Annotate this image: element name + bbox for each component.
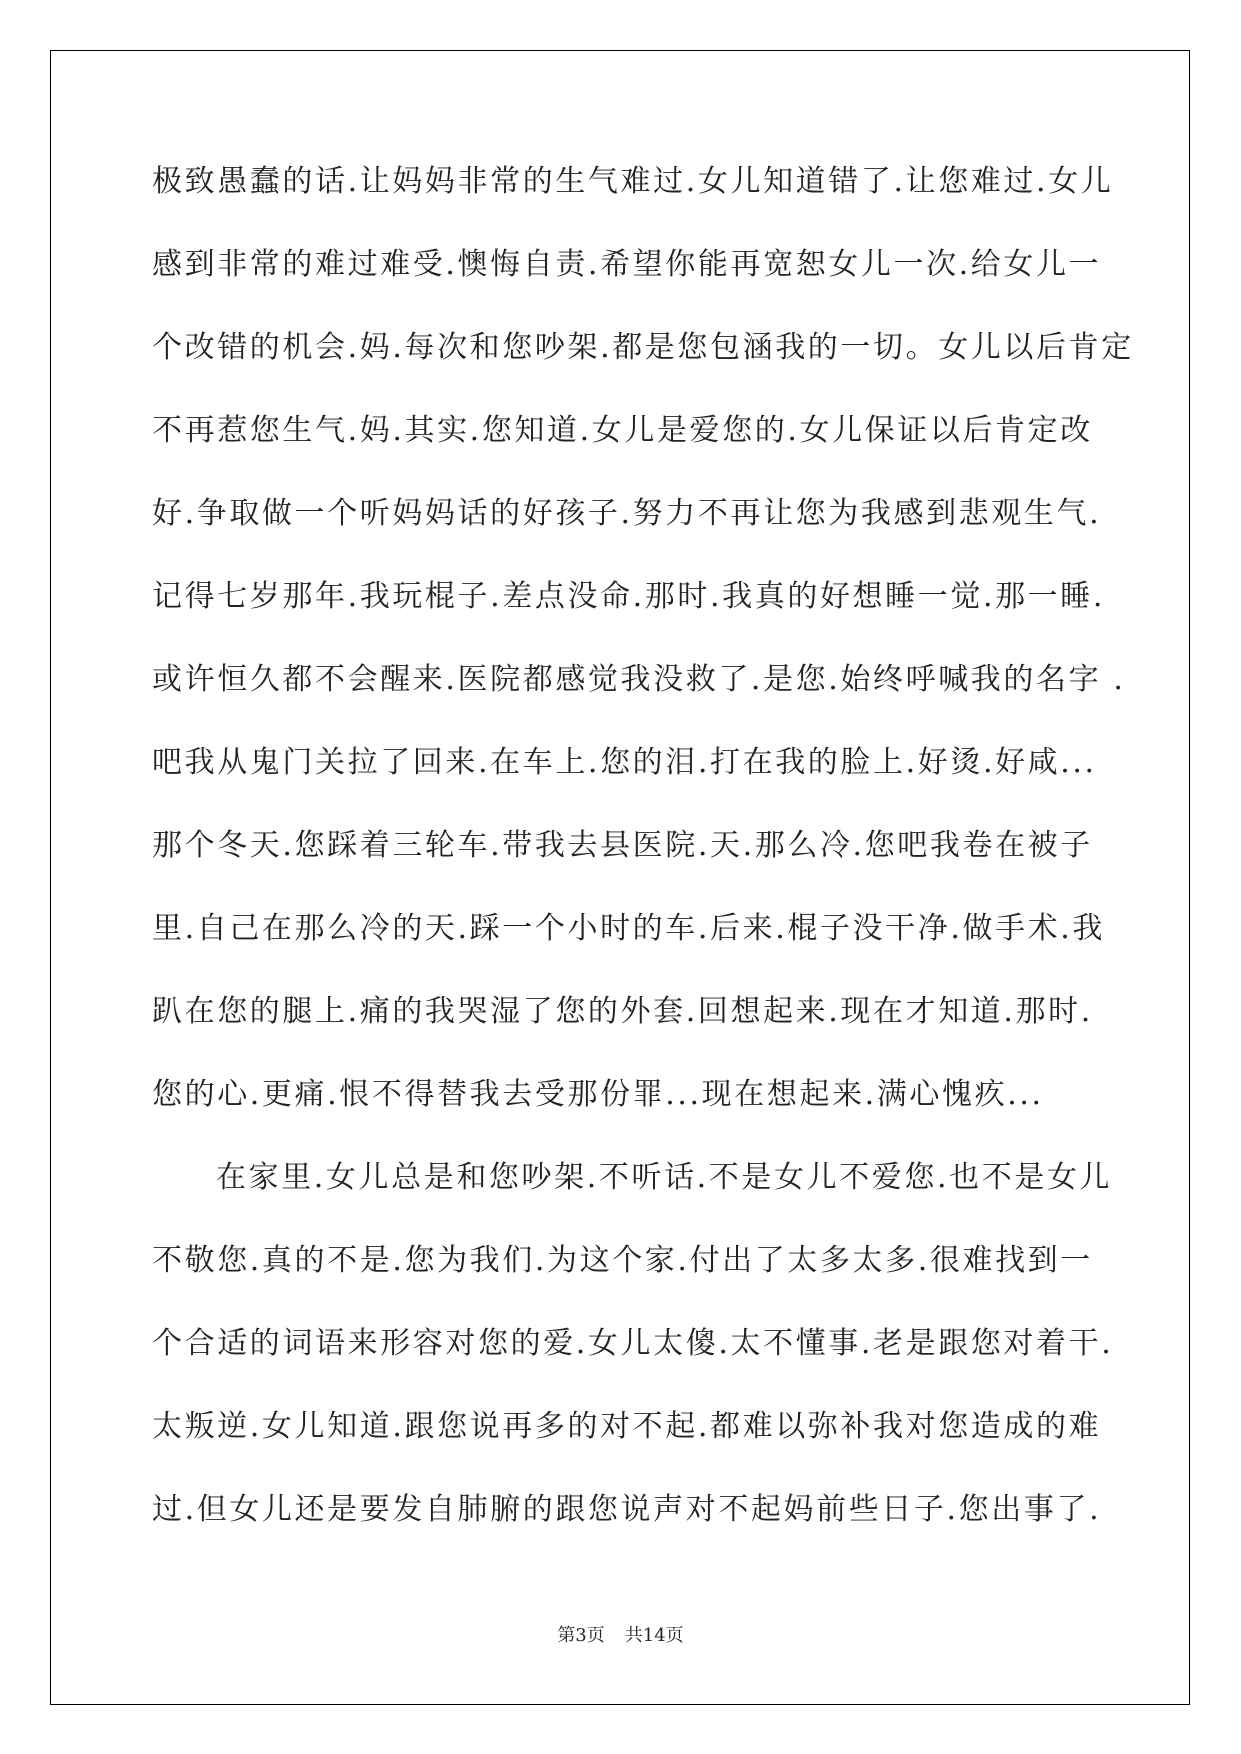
text-line: 过.但女儿还是要发自肺腑的跟您说声对不起妈前些日子.您出事了. [152, 1492, 1102, 1527]
text-line: 个改错的机会.妈.每次和您吵架.都是您包涵我的一切。女儿以后肯定 [152, 330, 1134, 365]
text-line: 感到非常的难过难受.懊悔自责.希望你能再宽恕女儿一次.给女儿一 [152, 247, 1102, 282]
text-line: 不再惹您生气.妈.其实.您知道.女儿是爱您的.女儿保证以后肯定改 [152, 413, 1093, 448]
text-line: 好.争取做一个听妈妈话的好孩子.努力不再让您为我感到悲观生气. [152, 496, 1102, 531]
page-footer [0, 1621, 1241, 1647]
text-line: 您的心.更痛.恨不得替我去受那份罪...现在想起来.满心愧疚... [152, 1077, 1044, 1112]
document-body [152, 162, 1134, 1573]
paragraph-start-line: 在家里.女儿总是和您吵架.不听话.不是女儿不爱您.也不是女儿 [216, 1160, 1113, 1195]
text-line: 趴在您的腿上.痛的我哭湿了您的外套.回想起来.现在才知道.那时. [152, 994, 1093, 1029]
text-line: 里.自己在那么冷的天.踩一个小时的车.后来.棍子没干净.做手术.我 [152, 911, 1106, 946]
text-line: 那个冬天.您踩着三轮车.带我去县医院.天.那么冷.您吧我卷在被子 [152, 828, 1093, 863]
text-line: 极致愚蠢的话.让妈妈非常的生气难过.女儿知道错了.让您难过.女儿 [152, 164, 1114, 199]
page-number: 第3页 [557, 1625, 605, 1646]
text-line: 吧我从鬼门关拉了回来.在车上.您的泪.打在我的脸上.好烫.好咸... [152, 745, 1097, 780]
text-line: 个合适的词语来形容对您的爱.女儿太傻.太不懂事.老是跟您对着干. [152, 1326, 1114, 1361]
text-line: 不敬您.真的不是.您为我们.为这个家.付出了太多太多.很难找到一 [152, 1243, 1093, 1278]
text-line: 太叛逆.女儿知道.跟您说再多的对不起.都难以弥补我对您造成的难 [152, 1409, 1102, 1444]
text-line: 记得七岁那年.我玩棍子.差点没命.那时.我真的好想睡一觉.那一睡. [152, 579, 1106, 614]
text-line: 或许恒久都不会醒来.医院都感觉我没救了.是您.始终呼喊我的名字 . [152, 662, 1126, 697]
page-total: 共14页 [624, 1625, 684, 1646]
